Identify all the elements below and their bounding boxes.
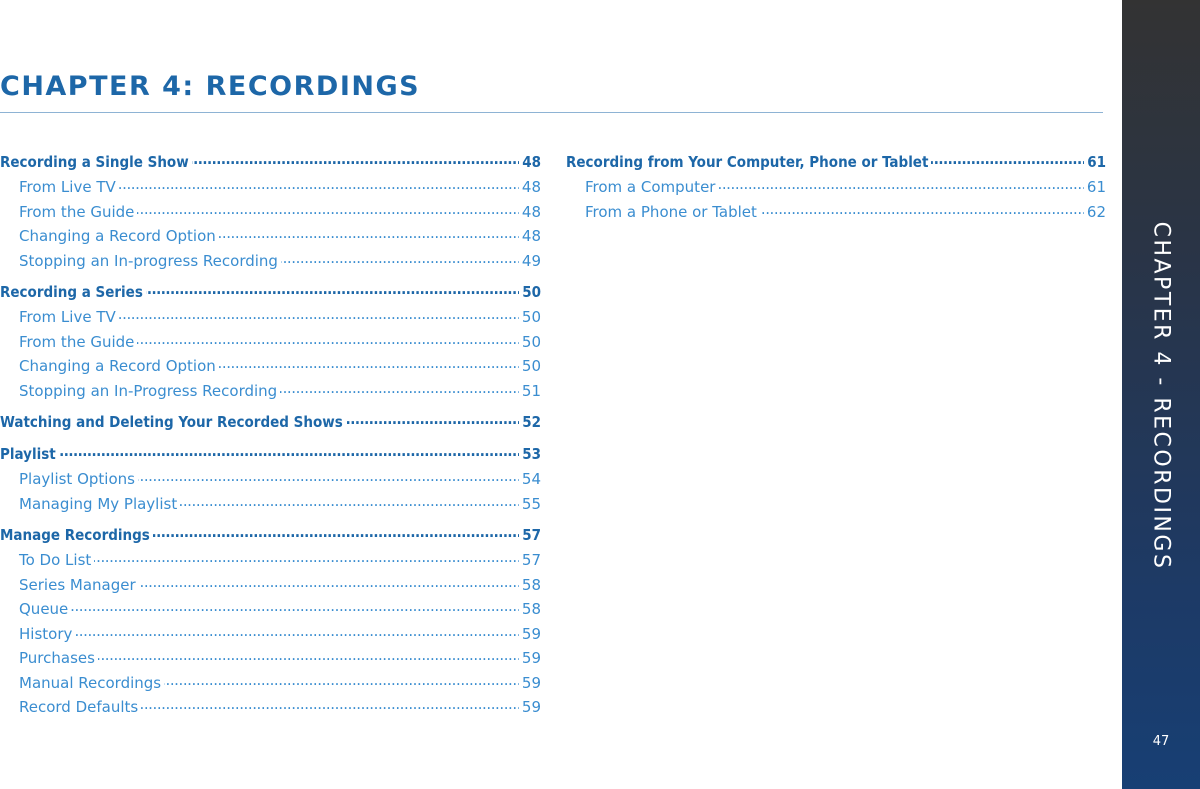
toc-subentry[interactable] xyxy=(0,492,541,517)
toc-subentry-label: Changing a Record Option xyxy=(19,357,216,375)
toc-subentry-page: 59 xyxy=(521,649,541,667)
toc-subentry[interactable] xyxy=(0,622,541,647)
toc-entry-page: 52 xyxy=(522,413,541,431)
toc-subentry-label: From Live TV xyxy=(19,308,116,326)
toc-section-manage-recordings xyxy=(0,523,541,720)
toc-entry-title: Recording a Series xyxy=(0,283,143,301)
toc-subentry[interactable] xyxy=(0,646,541,671)
toc-subentry-label: To Do List xyxy=(19,551,92,569)
toc-section-watching-deleting xyxy=(0,410,541,435)
toc-subentry-page: 58 xyxy=(521,575,541,594)
toc-subentry-label: Queue xyxy=(19,600,69,618)
dot-leader xyxy=(153,525,519,540)
dot-leader xyxy=(75,624,519,639)
toc-subentry-page: 50 xyxy=(521,357,541,375)
toc-entry-recording-from-device[interactable] xyxy=(566,150,1106,175)
toc-entry-page: 53 xyxy=(522,445,541,463)
toc-subentry-label: From a Phone or Tablet xyxy=(585,202,757,221)
dot-leader xyxy=(138,469,519,484)
side-tab-label: CHAPTER 4 - RECORDINGS xyxy=(1148,221,1174,571)
chapter-side-tab xyxy=(1122,0,1200,789)
toc-section-recording-from-device xyxy=(566,150,1106,224)
toc-entry-recording-single-show[interactable] xyxy=(0,150,541,175)
toc-entry-recording-series[interactable] xyxy=(0,280,541,305)
toc-left-column xyxy=(0,150,541,727)
toc-entry-title: Playlist xyxy=(0,445,56,463)
toc-subentry-page: 58 xyxy=(521,600,541,618)
toc-subentry[interactable] xyxy=(566,200,1106,225)
toc-subentry-page: 48 xyxy=(521,202,541,221)
dot-leader xyxy=(137,202,519,217)
toc-subentry-label: History xyxy=(19,624,73,643)
toc-subentry-page: 50 xyxy=(521,332,541,351)
toc-subentry-page: 51 xyxy=(521,381,541,400)
dot-leader xyxy=(139,575,519,590)
toc-subentry[interactable] xyxy=(0,330,541,355)
toc-entry-title: Recording from Your Computer, Phone or Tablet xyxy=(566,153,929,171)
toc-subentry-page: 48 xyxy=(521,227,541,245)
dot-leader xyxy=(281,251,519,266)
toc-subentry-page: 59 xyxy=(521,698,541,716)
dot-leader xyxy=(71,599,519,614)
toc-subentry-page: 62 xyxy=(1086,202,1106,221)
toc-subentry-page: 59 xyxy=(521,624,541,643)
dot-leader xyxy=(98,648,519,663)
toc-section-recording-single-show xyxy=(0,150,541,273)
toc-subentry[interactable] xyxy=(0,305,541,330)
toc-subentry[interactable] xyxy=(0,175,541,200)
toc-subentry-label: Record Defaults xyxy=(19,698,139,716)
dot-leader xyxy=(137,332,519,347)
toc-subentry[interactable] xyxy=(0,573,541,598)
dot-leader xyxy=(59,444,520,459)
dot-leader xyxy=(192,152,520,167)
title-divider xyxy=(0,112,1103,113)
toc-entry-watching-deleting[interactable] xyxy=(0,410,541,435)
toc-subentry-label: Stopping an In-progress Recording xyxy=(19,251,278,270)
toc-subentry-label: Managing My Playlist xyxy=(19,494,178,513)
toc-entry-page: 50 xyxy=(522,283,541,301)
dot-leader xyxy=(94,550,519,565)
toc-subentry[interactable] xyxy=(0,695,541,720)
toc-subentry-page: 59 xyxy=(521,673,541,692)
toc-subentry[interactable] xyxy=(566,175,1106,200)
toc-entry-playlist[interactable] xyxy=(0,442,541,467)
toc-entry-title: Recording a Single Show xyxy=(0,153,189,171)
toc-subentry-label: From a Computer xyxy=(585,178,716,196)
dot-leader xyxy=(219,226,519,241)
dot-leader xyxy=(280,381,519,396)
dot-leader xyxy=(346,412,519,427)
toc-subentry[interactable] xyxy=(0,467,541,492)
page-number: 47 xyxy=(1152,734,1170,749)
dot-leader xyxy=(931,152,1084,167)
dot-leader xyxy=(146,282,519,297)
dot-leader xyxy=(141,697,519,712)
toc-section-playlist xyxy=(0,442,541,516)
toc-entry-page: 61 xyxy=(1087,153,1106,171)
toc-subentry[interactable] xyxy=(0,548,541,573)
toc-subentry[interactable] xyxy=(0,597,541,622)
toc-right-column xyxy=(566,150,1106,231)
toc-subentry-page: 57 xyxy=(521,551,541,569)
toc-subentry-label: Stopping an In-Progress Recording xyxy=(19,381,278,400)
toc-subentry-label: From the Guide xyxy=(19,332,135,351)
dot-leader xyxy=(219,356,519,371)
dot-leader xyxy=(760,202,1084,217)
toc-subentry-label: From the Guide xyxy=(19,202,135,221)
dot-leader xyxy=(164,673,519,688)
toc-subentry-page: 50 xyxy=(521,308,541,326)
toc-subentry[interactable] xyxy=(0,200,541,225)
toc-entry-title: Manage Recordings xyxy=(0,526,150,544)
toc-subentry-page: 55 xyxy=(521,494,541,513)
toc-subentry-label: Manual Recordings xyxy=(19,673,162,692)
toc-subentry-page: 49 xyxy=(521,251,541,270)
toc-subentry[interactable] xyxy=(0,249,541,274)
toc-entry-page: 48 xyxy=(522,153,541,171)
toc-subentry[interactable] xyxy=(0,379,541,404)
toc-entry-page: 57 xyxy=(522,526,541,544)
toc-subentry-page: 61 xyxy=(1086,178,1106,196)
dot-leader xyxy=(180,494,519,509)
toc-subentry-label: Purchases xyxy=(19,649,95,667)
dot-leader xyxy=(119,177,519,192)
toc-section-recording-series xyxy=(0,280,541,403)
toc-entry-manage-recordings[interactable] xyxy=(0,523,541,548)
toc-subentry[interactable] xyxy=(0,354,541,379)
dot-leader xyxy=(119,307,519,322)
toc-subentry[interactable] xyxy=(0,224,541,249)
toc-subentry-label: From Live TV xyxy=(19,178,116,196)
toc-subentry-page: 48 xyxy=(521,178,541,196)
page-title: CHAPTER 4: RECORDINGS xyxy=(0,71,421,102)
toc-subentry-label: Series Manager xyxy=(19,575,136,594)
toc-subentry-label: Changing a Record Option xyxy=(19,227,216,245)
dot-leader xyxy=(718,177,1083,192)
toc-subentry-page: 54 xyxy=(521,470,541,488)
toc-subentry-label: Playlist Options xyxy=(19,470,135,488)
toc-subentry[interactable] xyxy=(0,671,541,696)
toc-entry-title: Watching and Deleting Your Recorded Shows xyxy=(0,413,343,431)
